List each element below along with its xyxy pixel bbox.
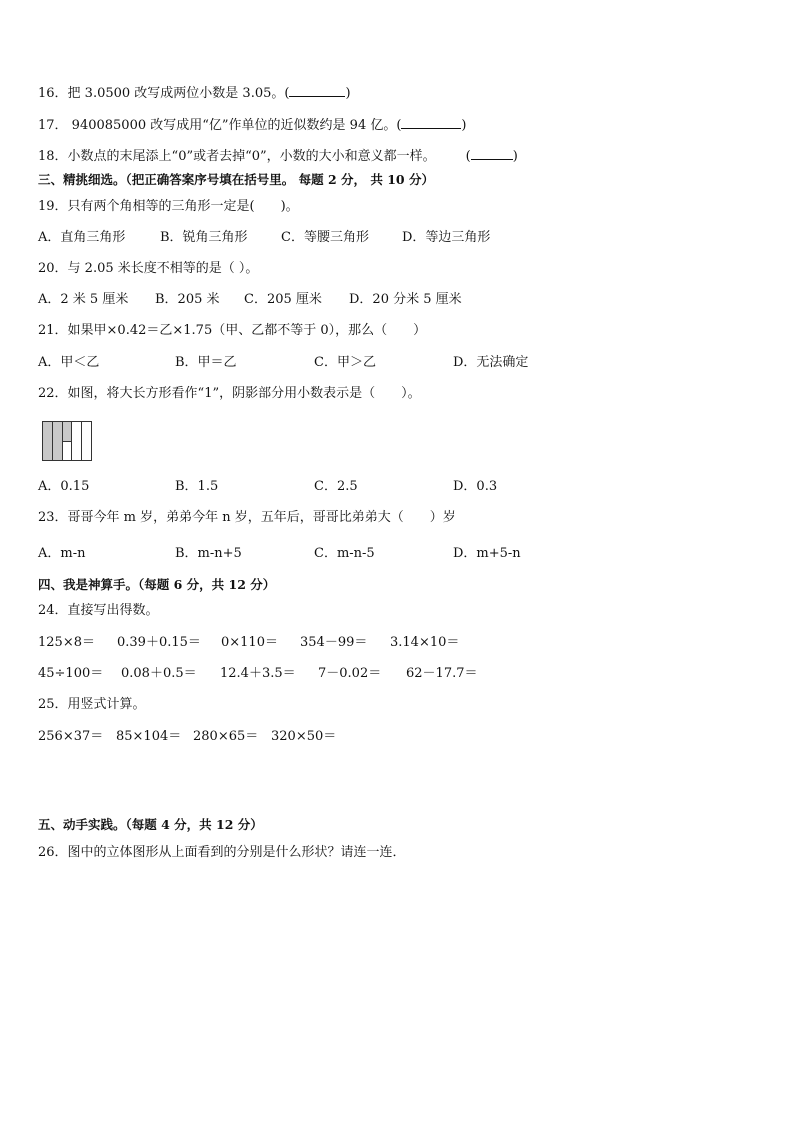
vertical-calc-row: [38, 729, 558, 745]
option-b[interactable]: B．1.5: [175, 479, 219, 494]
question-16-text: 16．把 3.0500 改写成两位小数是 3.05。(: [38, 86, 290, 101]
question-17-text: 17． 940085000 改写成用“亿”作单位的近似数约是 94 亿。(: [38, 118, 402, 133]
paren-open: (: [465, 149, 471, 164]
calc-item: 62－17.7＝: [406, 666, 478, 681]
option-b[interactable]: B．锐角三角形: [160, 230, 248, 245]
calc-item: 0×110＝: [221, 635, 278, 650]
empty-column: [72, 422, 82, 460]
calc-item: 125×8＝: [38, 635, 95, 650]
answer-blank-17[interactable]: [401, 116, 461, 129]
option-d[interactable]: D．20 分米 5 厘米: [349, 292, 462, 307]
calc-item: 7－0.02＝: [318, 666, 382, 681]
question-23-stem: 23．哥哥今年 m 岁，弟弟今年 n 岁，五年后，哥哥比弟弟大（ ）岁: [38, 510, 456, 525]
question-19-stem: 19．只有两个角相等的三角形一定是( )。: [38, 199, 299, 214]
option-d[interactable]: D．等边三角形: [402, 230, 491, 245]
question-19-options: [38, 230, 558, 246]
rectangle-figure: [42, 421, 92, 461]
section-5-heading: 五、动手实践。（每题 4 分，共 12 分）: [38, 817, 263, 832]
question-25-stem: 25．用竖式计算。: [38, 697, 146, 712]
question-17: [38, 116, 467, 134]
question-26-stem: 26．图中的立体图形从上面看到的分别是什么形状？请连一连．: [38, 845, 406, 860]
option-b[interactable]: B．m-n+5: [175, 546, 242, 561]
answer-blank-16[interactable]: [289, 84, 345, 97]
question-22-options: [38, 479, 558, 495]
section-3-heading: 三、精挑细选。（把正确答案序号填在括号里。 每题 2 分， 共 10 分）: [38, 172, 434, 187]
option-a[interactable]: A．m-n: [38, 546, 86, 561]
option-a[interactable]: A．直角三角形: [38, 230, 126, 245]
empty-column: [82, 422, 91, 460]
question-21-stem: 21．如果甲×0.42＝乙×1.75（甲、乙都不等于 0），那么（ ）: [38, 323, 427, 338]
question-20-options: [38, 292, 558, 308]
calc-item: 256×37＝: [38, 729, 104, 744]
option-d[interactable]: D．m+5-n: [453, 546, 521, 561]
calc-row-1: [38, 635, 558, 651]
question-18: [38, 147, 518, 165]
paren-close: ): [461, 118, 467, 133]
shaded-column: [53, 422, 63, 460]
question-23-options: [38, 546, 558, 562]
answer-blank-18[interactable]: [471, 147, 513, 160]
section-4-heading: 四、我是神算手。（每题 6 分，共 12 分）: [38, 577, 276, 592]
option-c[interactable]: C．2.5: [314, 479, 358, 494]
question-16: [38, 84, 351, 102]
calc-item: 0.39＋0.15＝: [117, 635, 201, 650]
paren-close: ): [512, 149, 518, 164]
option-c[interactable]: C．205 厘米: [244, 292, 322, 307]
calc-row-2: [38, 666, 558, 682]
option-c[interactable]: C．m-n-5: [314, 546, 375, 561]
question-18-text: 18．小数点的末尾添上“0”或者去掉“0”，小数的大小和意义都一样。: [38, 149, 436, 164]
question-24-stem: 24．直接写出得数。: [38, 603, 159, 618]
calc-item: 280×65＝: [193, 729, 259, 744]
option-a[interactable]: A．2 米 5 厘米: [38, 292, 129, 307]
calc-item: 3.14×10＝: [390, 635, 460, 650]
question-21-options: [38, 355, 558, 371]
option-d[interactable]: D．0.3: [453, 479, 498, 494]
option-b[interactable]: B．205 米: [155, 292, 220, 307]
calc-item: 0.08＋0.5＝: [121, 666, 197, 681]
calc-item: 45÷100＝: [38, 666, 104, 681]
option-d[interactable]: D．无法确定: [453, 355, 529, 370]
option-c[interactable]: C．甲＞乙: [314, 355, 376, 370]
calc-item: 354－99＝: [300, 635, 368, 650]
calc-item: 85×104＝: [116, 729, 182, 744]
option-a[interactable]: A．甲＜乙: [38, 355, 100, 370]
option-c[interactable]: C．等腰三角形: [281, 230, 369, 245]
question-20-stem: 20．与 2.05 米长度不相等的是（ ）。: [38, 261, 259, 276]
half-shaded-column: [63, 422, 73, 460]
calc-item: 320×50＝: [271, 729, 337, 744]
question-22-stem: 22．如图，将大长方形看作“1”，阴影部分用小数表示是（ ）。: [38, 386, 421, 401]
option-a[interactable]: A．0.15: [38, 479, 90, 494]
calc-item: 12.4＋3.5＝: [220, 666, 296, 681]
paren-close: ): [345, 86, 351, 101]
option-b[interactable]: B．甲＝乙: [175, 355, 237, 370]
shaded-column: [43, 422, 53, 460]
